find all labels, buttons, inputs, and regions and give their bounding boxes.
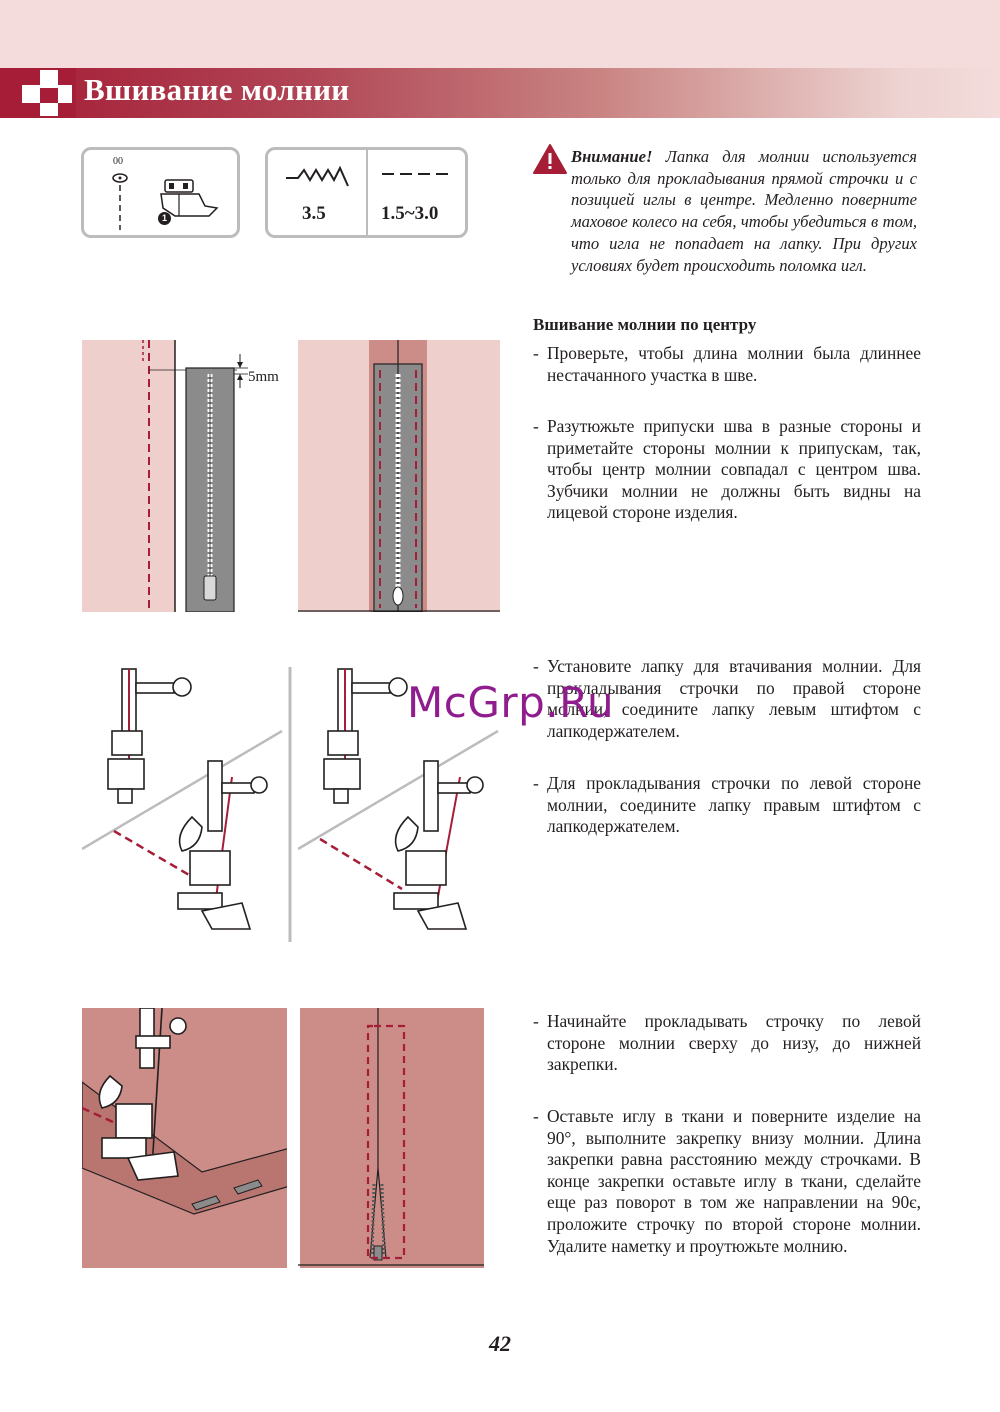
instruction-4: - Для прокладывания строчки по левой стороне молнии, соедините лапку правым штифтом с лапкодержателем. xyxy=(533,773,921,837)
zipper-foot-right-figure xyxy=(82,667,292,942)
page-title: Вшивание молнии xyxy=(84,72,350,107)
warning-text xyxy=(571,146,917,276)
zipper-finished-figure xyxy=(298,1008,484,1268)
needle-position-icon xyxy=(109,172,131,230)
instruction-5: - Начинайте прокладывать строчку по левой стороне молнии сверху до низу, до нижней закрепки. xyxy=(533,1011,921,1075)
instruction-2: - Разутюжьте припуски шва в разные стороны и приметайте стороны молнии к припускам, так, чтобы центр молнии совпадал с центром шва. Зубчики молнии не должны быть видны на лицевой стороне изделия. xyxy=(533,416,921,523)
header-band xyxy=(0,0,1000,68)
settings-divider xyxy=(366,150,368,235)
page-number: 42 xyxy=(489,1331,511,1356)
section-heading: Вшивание молнии по центру xyxy=(533,315,757,334)
stitch-settings xyxy=(265,147,468,238)
zipper-sewing-figure xyxy=(82,1008,292,1268)
stitch-length-value: 1.5~3.0 xyxy=(381,203,439,224)
warning-triangle-icon xyxy=(532,143,568,175)
straight-stitch-icon xyxy=(380,168,452,180)
instruction-6: - Оставьте иглу в ткани и поверните изделие на 90°, выполните закрепку внизу молнии. Длина закрепки равна расстоянию между строчками. В конце закрепки оставьте иглу в ткани, сделайте еще раз поворот в том же направлении на 90є, проложите строчку по второй стороне молнии. Удалите наметку и проутюжьте молнию. xyxy=(533,1106,921,1256)
needle-foot-settings xyxy=(81,147,240,238)
zipper-gap-label: 5mm xyxy=(248,369,279,385)
needle-label: 00 xyxy=(113,156,123,167)
warning-body: Лапка для молнии используется только для прокладывания прямой строчки и с позицией иглы в центре. Медленно поверните маховое колесо на себя, чтобы убедиться в том, что игла не попадает на лапку. При других условиях будет происходить поломка игл. xyxy=(571,147,917,275)
zipper-basted-figure xyxy=(298,340,500,612)
instruction-1: - Проверьте, чтобы длина молнии была длиннее нестачанного участка в шве. xyxy=(533,343,921,385)
instruction-3: - Установите лапку для втачивания молнии. Для прокладывания строчки по правой стороне молнии, соедините лапку левым штифтом с лапкодержателем. xyxy=(533,656,921,741)
zigzag-width-value: 3.5 xyxy=(302,203,326,224)
zigzag-stitch-icon xyxy=(284,164,352,188)
section-logo-icon xyxy=(0,68,76,118)
zipper-placement-figure xyxy=(82,340,292,612)
presser-foot-marker: 1 xyxy=(158,212,171,225)
watermark: McGrp.Ru xyxy=(407,678,615,727)
warning-label: Внимание! xyxy=(571,147,653,166)
